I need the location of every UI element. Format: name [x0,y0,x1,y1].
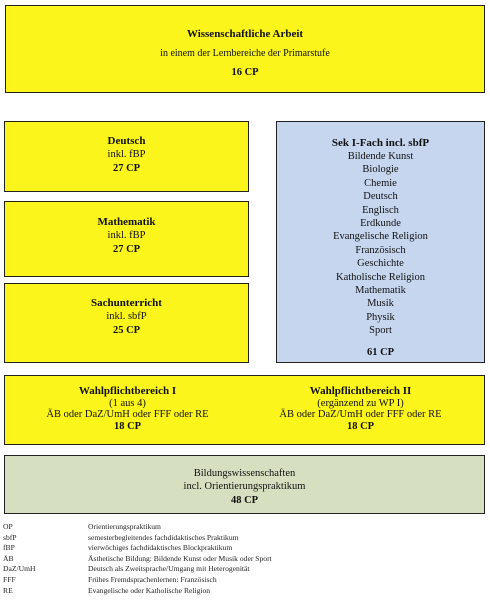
legend-abbr: sbfP [3,532,17,542]
wahlpflicht-1 [15,386,240,432]
sek-i-title: Sek I-Fach incl. sbfP [331,137,430,149]
bildung-credits: 48 CP [230,495,259,506]
legend-desc: Frühes Fremdsprachenlernen: Französisch [88,574,217,584]
legend-row [3,575,403,586]
wahlpflicht-title: Wahlpflichtbereich II [309,385,412,397]
subject-box-mathematik [4,201,249,277]
subject-credits: 25 CP [112,325,141,336]
thesis-subtitle: in einem der Lernbereiche der Primarstufe [160,48,330,59]
legend-row [3,564,403,575]
wahlpflicht-options: ÄB oder DaZ/UmH oder FFF oder RE [46,409,209,421]
legend-abbr: RE [3,585,13,595]
subject-credits: 27 CP [112,163,141,174]
subject-credits: 27 CP [112,244,141,255]
sek-i-credits: 61 CP [366,347,395,358]
subject-name: Sachunterricht [91,297,162,309]
subject-note: inkl. sbfP [106,311,147,322]
wahlpflicht-2 [248,386,473,432]
legend-abbr: ÄB [3,553,14,563]
legend-row [3,554,403,565]
wahlpflicht-title: Wahlpflichtbereich I [78,385,177,397]
legend-row [3,522,403,533]
wahlpflicht-options: ÄB oder DaZ/UmH oder FFF oder RE [279,409,442,421]
wahlpflicht-box [4,375,485,445]
list-item: Mathematik [355,284,406,296]
list-item: Deutsch [363,191,398,203]
list-item: Geschichte [357,258,404,270]
legend-desc: Evangelische oder Katholische Religion [88,585,211,595]
subject-note: inkl. fBP [107,149,146,160]
list-item: Katholische Religion [336,271,425,283]
list-item: Evangelische Religion [333,231,428,243]
legend-desc: Orientierungspraktikum [88,522,161,531]
wahlpflicht-credits: 18 CP [346,420,375,432]
legend-abbr: DaZ/UmH [3,564,36,574]
bildung-title: Bildungswissenschaften [193,468,296,479]
legend-desc: semesterbegleitendes fachdidaktisches Praktikum [88,532,239,542]
thesis-credits: 16 CP [231,67,259,78]
wahlpflicht-credits: 18 CP [113,420,142,432]
bildungswissenschaften-box [4,455,485,514]
subject-note: inkl. fBP [107,230,146,241]
list-item: Französisch [355,244,406,256]
legend-row [3,533,403,544]
thesis-title: Wissenschaftliche Arbeit [186,28,304,40]
legend-abbr: FFF [3,574,16,584]
list-item: Erdkunde [360,217,401,229]
sek-i-box [276,121,485,363]
list-item: Sport [369,325,392,337]
legend-abbr: fBP [3,543,15,553]
legend-row [3,586,403,597]
legend-row [3,543,403,554]
legend-desc: Deutsch als Zweitsprache/Umgang mit Heterogenität [88,564,250,574]
wahlpflicht-note: (ergänzend zu WP I) [317,397,404,409]
subject-name: Mathematik [97,216,156,228]
wahlpflicht-note: (1 aus 4) [109,397,146,409]
legend-abbr: OP [3,522,13,531]
legend-desc: vierwöchiges fachdidaktisches Blockpraktikum [88,543,233,553]
legend-desc: Ästhetische Bildung: Bildende Kunst oder Musik oder Sport [88,553,272,563]
sek-i-subject-list [277,150,484,337]
list-item: Bildende Kunst [347,151,414,162]
list-item: Chemie [364,177,397,189]
subject-name: Deutsch [107,135,146,147]
list-item: Englisch [362,204,399,216]
list-item: Musik [367,298,394,310]
list-item: Biologie [362,164,399,176]
thesis-box [5,5,485,93]
list-item: Physik [366,311,395,323]
subject-box-sachunterricht [4,283,249,363]
subject-box-deutsch [4,121,249,192]
abbreviation-legend [3,522,403,596]
bildung-note: incl. Orientierungspraktikum [183,481,306,492]
